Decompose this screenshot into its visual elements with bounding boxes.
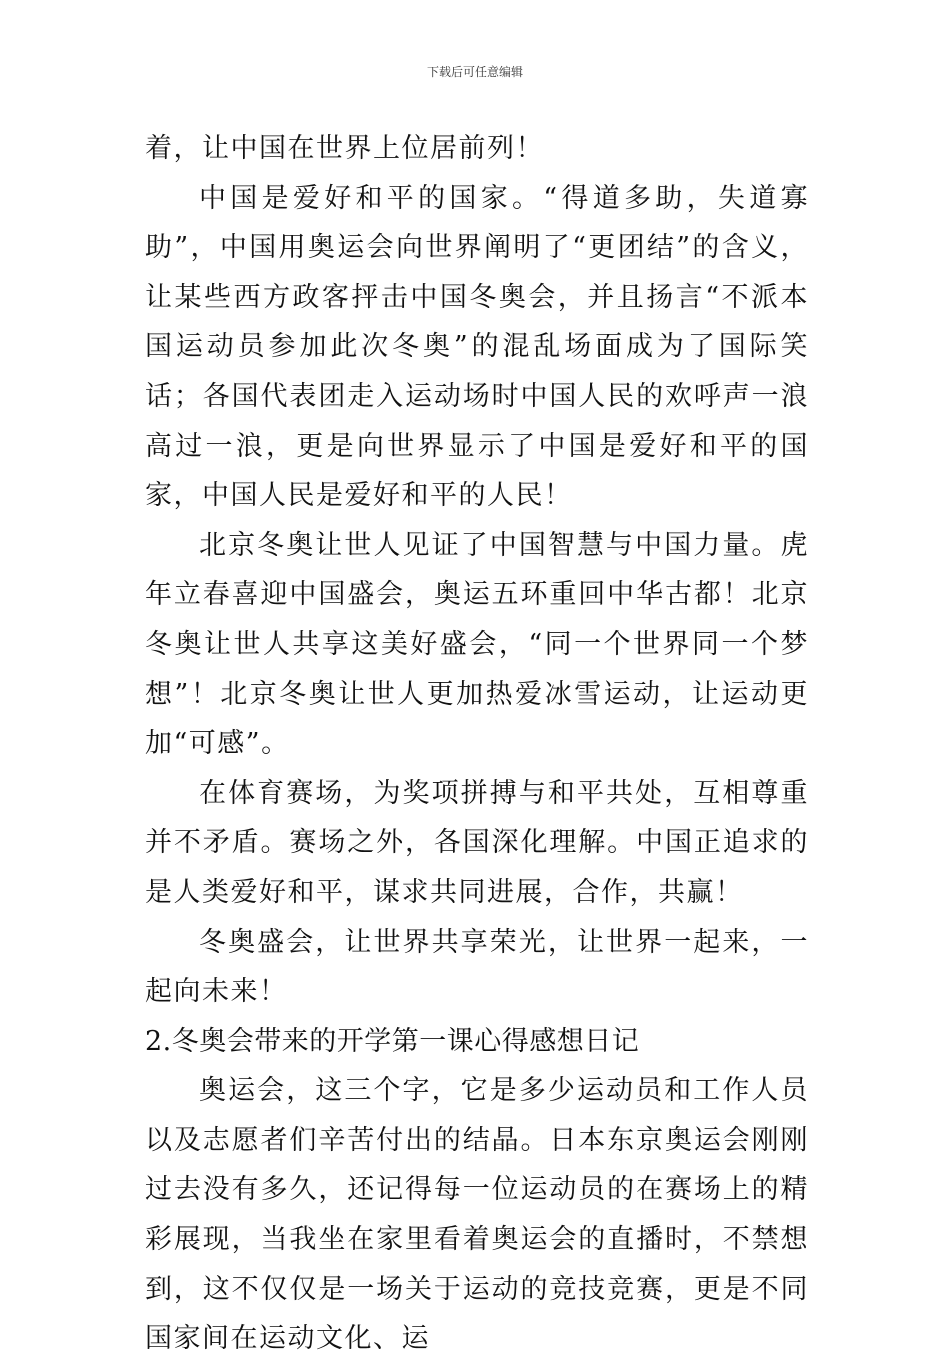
document-body <box>145 124 809 1364</box>
paragraph-olympics-intro: 奥运会，这三个字，它是多少运动员和工作人员以及志愿者们辛苦付出的结晶。日本东京奥运会刚刚过去没有多久，还记得每一位运动员的在赛场上的精彩展现，当我坐在家里看着奥运会的直播时，不禁想到，这不仅仅是一场关于运动的竞技竞赛，更是不同国家间在运动文化、运 <box>145 1075 809 1355</box>
paragraph-sports-arena: 在体育赛场，为奖项拼搏与和平共处，互相尊重并不矛盾。赛场之外，各国深化理解。中国正追求的是人类爱好和平，谋求共同进展，合作，共赢！ <box>145 777 809 908</box>
paragraph-peace: 中国是爱好和平的国家。“得道多助，失道寡助”，中国用奥运会向世界阐明了“更团结”的含义，让某些西方政客抨击中国冬奥会，并且扬言“不派本国运动员参加此次冬奥”的混乱场面成为了国际笑话；各国代表团走入运动场时中国人民的欢呼声一浪高过一浪，更是向世界显示了中国是爱好和平的国家，中国人民是爱好和平的人民！ <box>145 182 809 512</box>
section-heading: 2.冬奥会带来的开学第一课心得感想日记 <box>145 1025 640 1057</box>
paragraph-closing: 冬奥盛会，让世界共享荣光，让世界一起来，一起向未来！ <box>145 926 809 1008</box>
page-header: 下载后可任意编辑 <box>426 65 523 79</box>
paragraph-continuation: 着，让中国在世界上位居前列！ <box>145 133 544 164</box>
paragraph-beijing-olympics: 北京冬奥让世人见证了中国智慧与中国力量。虎年立春喜迎中国盛会，奥运五环重回中华古都！北京冬奥让世人共享这美好盛会，“同一个世界同一个梦想”！北京冬奥让世人更加热爱冰雪运动，让运动更加“可感”。 <box>145 529 809 760</box>
